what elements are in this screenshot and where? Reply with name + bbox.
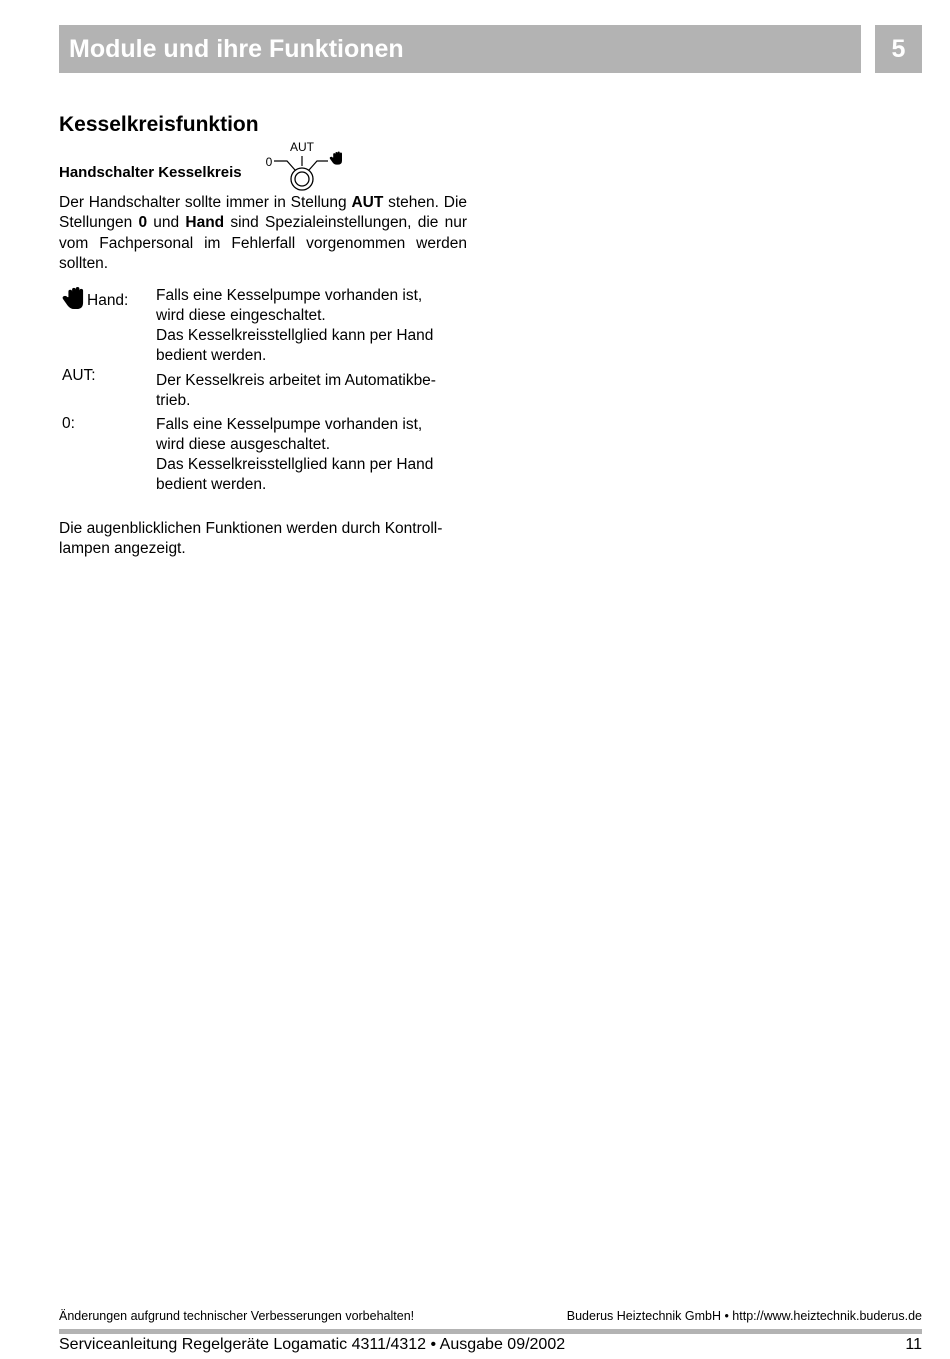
section-title: Kesselkreisfunktion [59,113,259,136]
subsection-title: Handschalter Kesselkreis [59,164,242,181]
intro-text-3: und [147,214,186,232]
definition-term: 0: [62,415,75,432]
switch-label-aut: AUT [290,140,314,154]
chapter-header-bar [59,25,861,73]
intro-bold-zero: 0 [138,214,148,232]
definition-list [59,286,479,495]
footer-disclaimer: Änderungen aufgrund technischer Verbesserungen vorbehalten! [59,1309,415,1323]
definition-aut [59,367,479,411]
definition-description: Falls eine Kesselpumpe vorhanden ist, wird diese ausgeschaltet. Das Kesselkreisstellglied kann per Hand bedient werden. [156,416,434,493]
intro-text-2: stehen. Die Stellungen [59,194,468,232]
intro-paragraph [59,193,467,275]
chapter-number: 5 [875,25,922,73]
closing-paragraph: Die augenblicklichen Funktionen werden durch Kontroll- lampen angezeigt. [59,520,443,558]
chapter-title: Module und ihre Funktionen [69,35,404,63]
footer-document-title: Serviceanleitung Regelgeräte Logamatic 4311/4312 • Ausgabe 09/2002 [59,1336,566,1353]
definition-description: Der Kesselkreis arbeitet im Automatikbe- trieb. [156,372,436,409]
page-number: 11 [905,1336,922,1353]
intro-bold-aut: AUT [351,194,384,211]
switch-symbol [262,139,352,193]
switch-hand-icon [330,151,342,164]
hand-icon [62,286,84,310]
footer-divider [59,1329,922,1334]
intro-bold-hand: Hand [185,214,225,232]
definition-description: Falls eine Kesselpumpe vorhanden ist, wird diese eingeschaltet. Das Kesselkreisstellglied kann per Hand bedient werden. [156,287,434,364]
definition-hand [59,286,479,366]
footer-publisher: Buderus Heiztechnik GmbH • http://www.heiztechnik.buderus.de [566,1309,922,1323]
intro-text-4: sind Spezialeinstellungen, die nur vom Fachpersonal im Fehlerfall vorgenommen werden sollten. [59,214,467,273]
definition-term: AUT: [62,367,96,384]
switch-label-zero: 0 [265,155,273,169]
definition-term: Hand: [62,286,128,311]
intro-text-1: Der Handschalter sollte immer in Stellung [59,194,352,211]
definition-zero [59,415,479,495]
